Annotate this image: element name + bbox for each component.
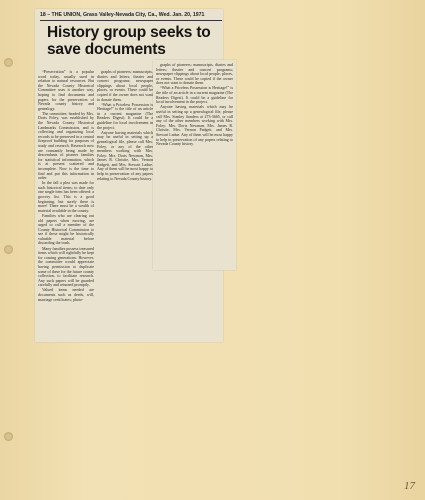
newspaper-dateline: 18 – THE UNION, Grass Valley-Nevada City, Ca., Wed. Jan. 20, 1971: [40, 12, 222, 21]
article-headline: History group seeks to save documents: [47, 24, 211, 58]
article-column-1: [38, 70, 94, 338]
binder-hole: [4, 245, 13, 254]
paragraph: In the fall a plea was made for such historical items; to date only one single item has been offered: a grocery list. This is a good beginning, but surely there is more! There must be a wealth of material available in the county.: [38, 180, 94, 213]
binder-hole: [4, 58, 13, 67]
paragraph: Valued items needed are documents such as deeds, will, marriage certificates; photo-: [38, 287, 94, 302]
article-column-3: [156, 63, 233, 268]
paragraph: graphs of pioneers; manuscripts, diaries and letters; theater and concert programs; newspaper clippings about local people, places, or events. These could be copied if the owner does not want to donate them.: [97, 70, 153, 102]
paragraph: “What a Priceless Possession is Heritage!” is the title of an article in a current magazine (The Readers Digest). It could be a guideline for local involvement in the project.: [156, 85, 233, 105]
paragraph: Anyone having materials which may be useful in setting up a genealogical file, please call Mrs. Foley, or any of the other members working with Mrs. Foley: Mrs. Doris Newman, Mrs. James R. Christie, Mrs. Vernon Padgett, and Mrs. Stewart Ladue. Any of them will be most happy to help in preservation of any papers relating to Nevada County history.: [97, 129, 153, 181]
paragraph: “Preservation” is a popular word today, usually used in relation to natural resources. But the Nevada County Historical Committee uses it another way, hoping to find documents and papers for the preservation of Nevada county history and genealogy.: [38, 70, 94, 111]
paragraph: Anyone having materials which may be useful in setting up a genealogical file, please call Mrs. Stanley Sanders at 273-3665, or call any of the other members working with Mrs. Foley: Mrs. Doris Newman, Mrs. James R. Christie, Mrs. Vernon Padgett, and Mrs. Stewart Ladue. Any of them will be most happy to help in preservation of any papers relating to Nevada County history.: [156, 104, 233, 147]
paragraph: graphs of pioneers; manuscripts, diaries and letters; theater and concert programs; newspaper clippings about local people, places, or events. These could be copied if the owner does not want to donate them.: [156, 63, 233, 86]
page-number: 17: [404, 480, 415, 492]
paragraph: “What a Priceless Possession is Heritage!” is the title of an article in a current magazine (The Readers Digest). It could be a guideline for local involvement in the project.: [97, 101, 153, 130]
paragraph: The committee, headed by Mrs. Doris Foley, was established by the Nevada County Historical Landmarks Commission, and is collecting and organizing local records to be preserved in a central fireproof building for purposes of study and research. Research now are constantly being made by descendants of pioneer families for statistical information, which is at present scattered and incomplete. Now is the time to find and put this information in order.: [38, 110, 94, 181]
binder-hole: [4, 432, 13, 441]
article-column-2: [97, 70, 153, 270]
paragraph: Families who are clearing out old papers when moving, are urged to call a member of the County Historical Commission to see if these might be historically valuable material before discarding the trash.: [38, 212, 94, 246]
paragraph: Many families possess treasured items which will rightfully be kept for coming generations. However, the committee would appreciate having permission to duplicate some of these for the future county collection, to facilitate research. Any such papers will be guarded carefully and returned promptly.: [38, 245, 94, 288]
